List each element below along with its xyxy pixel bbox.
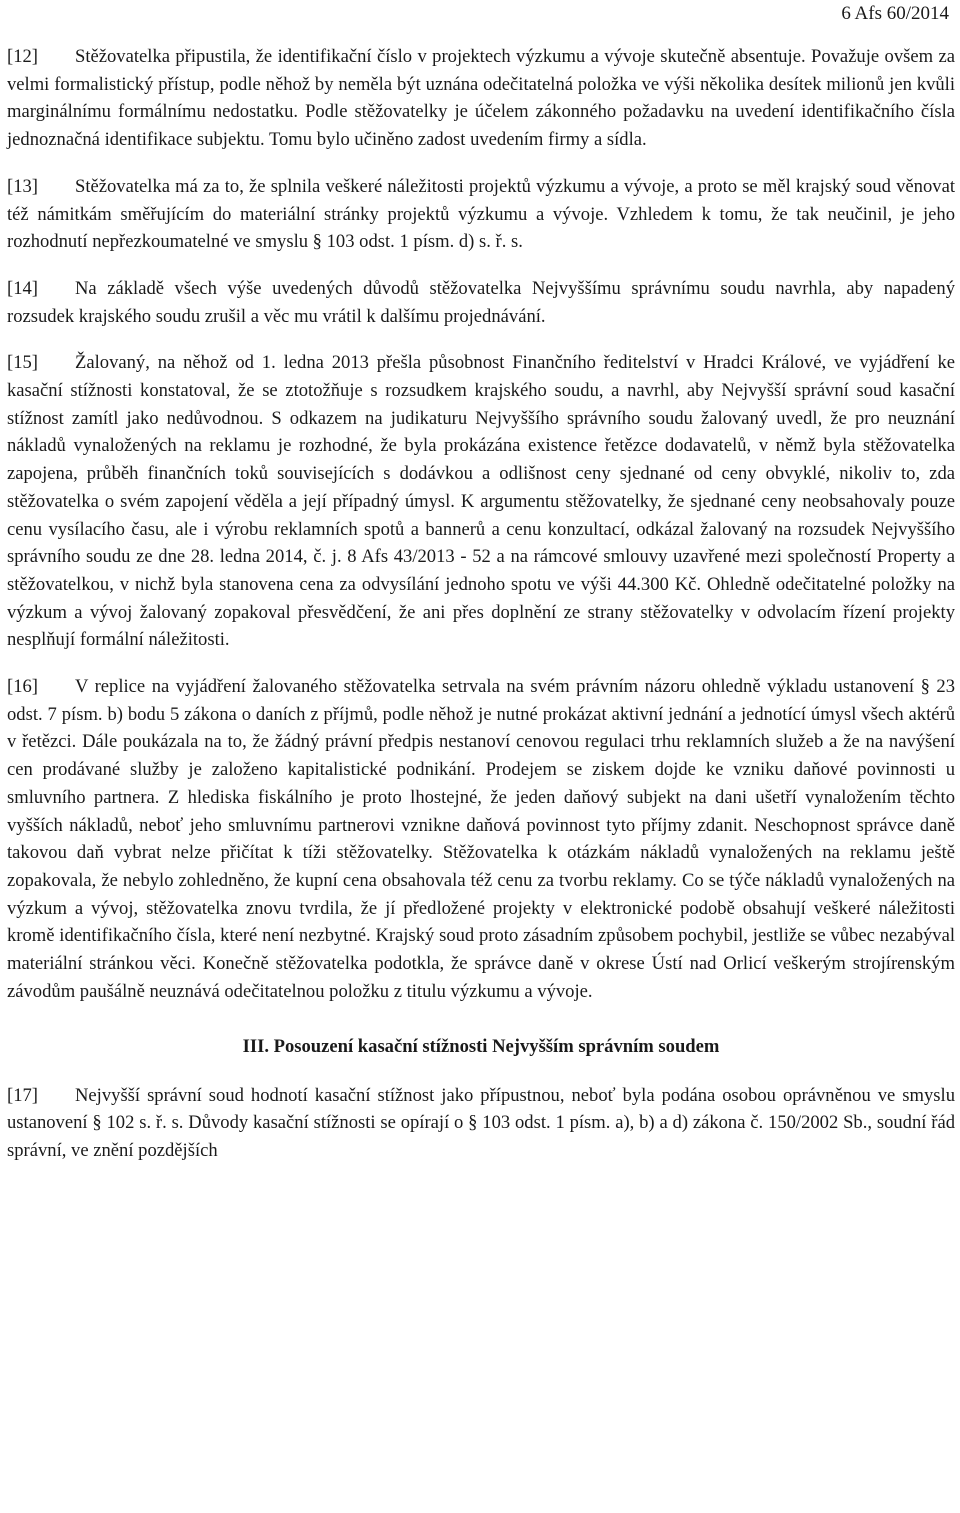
paragraph-number: [17] xyxy=(7,1084,38,1106)
document-body xyxy=(7,43,955,1165)
paragraph-16 xyxy=(7,673,955,1005)
paragraph-text: Stěžovatelka má za to, že splnila veškeré náležitosti projektů výzkumu a vývoje, a proto se měl krajský soud věnovat též námitkám směřujícím do materiální stránky projektů výzkumu a vývoje. Vzhledem k tomu, že tak neučinil, je jeho rozhodnutí nepřezkoumatelné ve smyslu § 103 odst. 1 písm. d) s. ř. s. xyxy=(7,175,955,253)
paragraph-text: Žalovaný, na něhož od 1. ledna 2013 přešla působnost Finančního ředitelství v Hradci Králové, ve vyjádření ke kasační stížnosti konstatoval, že se ztotožňuje s rozsudkem krajského soudu, a navrhl, aby Nejvyšší správní soud kasační stížnost zamítl jako nedůvodnou. S odkazem na judikaturu Nejvyššího správního soudu žalovaný uvedl, že pro neuznání nákladů vynaložených na reklamu je rozhodné, že byla prokázána existence řetězce dodavatelů, v němž byla stěžovatelka zapojena, průběh finančních toků souvisejících s dodávkou a odlišnost ceny sjednané od ceny obvyklé, nikoliv to, zda stěžovatelka o svém zapojení věděla a její případný úmysl. K argumentu stěžovatelky, že sjednané ceny neobsahovaly pouze cenu vysílacího času, ale i výrobu reklamních spotů a bannerů a cenu konzultací, odkázal žalovaný na rozsudek Nejvyššího správního soudu ze dne 28. ledna 2014, č. j. 8 Afs 43/2013 - 52 a na rámcové smlouvy uzavřené mezi společností Property a stěžovatelkou, v nichž byla stanovena cena za odvysílání jednoho spotu ve výši 44.300 Kč. Ohledně odečitatelné položky na výzkum a vývoj žalovaný zopakoval přesvědčení, že ani přes doplnění ze strany stěžovatelky v odvolacím řízení projekty nesplňují formální náležitosti. xyxy=(7,352,955,651)
paragraph-17 xyxy=(7,1082,955,1165)
paragraph-number: [13] xyxy=(7,175,38,197)
paragraph-15 xyxy=(7,349,955,654)
paragraph-number: [12] xyxy=(7,46,38,67)
section-heading: III. Posouzení kasační stížnosti Nejvyšším správním soudem xyxy=(242,1035,720,1057)
paragraph-14 xyxy=(7,275,955,330)
paragraph-number: [16] xyxy=(7,676,38,698)
paragraph-text: Nejvyšší správní soud hodnotí kasační stížnost jako přípustnou, neboť byla podána osobou oprávněnou ve smyslu ustanovení § 102 s. ř. s. Důvody kasační stížnosti se opírají o § 103 odst. 1 písm. a), b) a d) zákona č. 150/2002 Sb., soudní řád správní, ve znění pozdějších xyxy=(7,1084,955,1161)
case-number-header: 6 Afs 60/2014 xyxy=(841,3,949,24)
paragraph-number: [14] xyxy=(7,277,38,299)
paragraph-text: Na základě všech výše uvedených důvodů stěžovatelka Nejvyššímu správnímu soudu navrhla, aby napadený rozsudek krajského soudu zrušil a věc mu vrátil k dalšímu projednávání. xyxy=(7,277,955,327)
paragraph-12 xyxy=(7,43,955,154)
paragraph-number: [15] xyxy=(7,352,38,374)
paragraph-13 xyxy=(7,173,955,256)
paragraph-text: Stěžovatelka připustila, že identifikační číslo v projektech výzkumu a vývoje skutečně absentuje. Považuje ovšem za velmi formalistický přístup, podle něhož by neměla být uznána odečitatelná položka ve výši několika desítek milionů jen kvůli marginálnímu formálnímu nedostatku. Podle stěžovatelky je účelem zákonného požadavku na uvedení identifikačního čísla jednoznačná identifikace subjektu. Tomu bylo učiněno zadost uvedením firmy a sídla. xyxy=(7,46,955,151)
paragraph-text: V replice na vyjádření žalovaného stěžovatelka setrvala na svém právním názoru ohledně výkladu ustanovení § 23 odst. 7 písm. b) bodu 5 zákona o daních z příjmů, podle něhož je nutné prokázat aktivní jednání a jednotící úmysl všech aktérů v řetězci. Dále poukázala na to, že žádný právní předpis nestanoví cenovou regulaci trhu reklamních služeb a že na navýšení cen prodávané služby je založeno kapitalistické podnikání. Prodejem se ziskem dojde ke vzniku daňové povinnosti u smluvního partnera. Z hlediska fiskálního je proto lhostejné, že jeden daňový subjekt na dani ušetří vynaložením těchto vyšších nákladů, neboť jeho smluvnímu partnerovi vznikne daňová povinnost tyto příjmy zdanit. Neschopnost správce daně takovou daň vybrat nelze přičítat k tíži stěžovatelky. Stěžovatelka k otázkám nákladů vynaložených na reklamu ještě zopakovala, že nebylo zohledněno, že kupní cena obsahovala též cenu za tvorbu reklamy. Co se týče nákladů vynaložených na výzkum a vývoj, stěžovatelka znovu tvrdila, že jí předložené projekty v elektronické podobě obsahují veškeré náležitosti kromě identifikačního čísla, které není nezbytné. Krajský soud proto zásadním způsobem pochybil, jestliže se vůbec nezabýval materiální stránkou věci. Konečně stěžovatelka podotkla, že správce daně v okrese Ústí nad Orlicí veškerým strojírenským závodům paušálně neuznává odečitatelnou položku z titulu výzkumu a vývoje. xyxy=(7,676,955,1002)
